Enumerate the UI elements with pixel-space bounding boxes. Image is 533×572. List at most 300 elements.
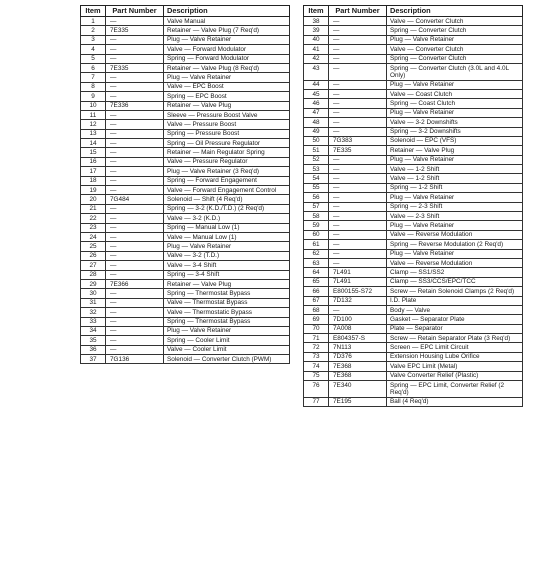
description-cell: Body — Valve — [387, 305, 523, 314]
part-number-cell: — — [106, 298, 164, 307]
table-row — [304, 54, 523, 63]
description-cell: Plug — Valve Retainer — [387, 80, 523, 89]
description-cell: Spring — 3-2 (K.D./T.D.) (2 Req'd) — [164, 204, 290, 213]
item-number-cell: 8 — [81, 82, 106, 91]
item-number-cell: 61 — [304, 240, 329, 249]
table-row — [304, 99, 523, 108]
description-cell: Spring — Forward Modulator — [164, 54, 290, 63]
table-row — [304, 118, 523, 127]
description-cell: Valve — Pressure Regulator — [164, 157, 290, 166]
part-number-cell: — — [329, 212, 387, 221]
part-number-cell: — — [329, 80, 387, 89]
table-row — [81, 204, 290, 213]
description-cell: Plug — Valve Retainer — [387, 35, 523, 44]
description-cell: Spring — 3-2 Downshifts — [387, 127, 523, 136]
item-number-cell: 2 — [81, 26, 106, 35]
part-number-cell: 7E368 — [329, 371, 387, 380]
part-number-cell: — — [329, 118, 387, 127]
description-cell: Retainer — Valve Plug — [164, 101, 290, 110]
part-number-cell: — — [106, 345, 164, 354]
table-row — [304, 80, 523, 89]
item-number-cell: 29 — [81, 279, 106, 288]
table-row — [304, 277, 523, 286]
description-cell: Spring — Oil Pressure Regulator — [164, 139, 290, 148]
description-cell: Valve — Forward Engagement Control — [164, 186, 290, 195]
part-number-cell: — — [329, 221, 387, 230]
description-cell: Spring — Converter Clutch (3.0L and 4.0L Only) — [387, 63, 523, 80]
item-number-cell: 3 — [81, 35, 106, 44]
part-number-cell: 7E368 — [329, 362, 387, 371]
part-number-cell: — — [106, 204, 164, 213]
item-number-cell: 58 — [304, 212, 329, 221]
item-number-cell: 48 — [304, 118, 329, 127]
description-cell: Valve Converter Relief (Plastic) — [387, 371, 523, 380]
item-header: Item — [304, 6, 329, 17]
table-row — [304, 202, 523, 211]
table-row — [304, 381, 523, 398]
table-row — [304, 287, 523, 296]
table-row — [81, 317, 290, 326]
item-number-cell: 76 — [304, 381, 329, 398]
description-header: Description — [387, 6, 523, 17]
table-row — [304, 193, 523, 202]
item-number-cell: 52 — [304, 155, 329, 164]
table-row — [81, 167, 290, 176]
description-cell: Valve — EPC Boost — [164, 82, 290, 91]
part-number-cell: E804357-S — [329, 334, 387, 343]
table-row — [304, 230, 523, 239]
part-number-cell: — — [329, 63, 387, 80]
table-row — [304, 26, 523, 35]
item-number-cell: 34 — [81, 326, 106, 335]
item-number-cell: 59 — [304, 221, 329, 230]
description-cell: Valve — Thermostatic Bypass — [164, 308, 290, 317]
description-cell: Valve — 3-4 Shift — [164, 261, 290, 270]
table-row — [81, 242, 290, 251]
description-cell: Solenoid — Shift (4 Req'd) — [164, 195, 290, 204]
table-row — [81, 35, 290, 44]
description-cell: Spring — Converter Clutch — [387, 26, 523, 35]
item-number-cell: 25 — [81, 242, 106, 251]
description-cell: Spring — EPC Limit, Converter Relief (2 Req'd) — [387, 381, 523, 398]
table-row — [304, 240, 523, 249]
part-number-cell: 7E195 — [329, 397, 387, 406]
part-number-cell: 7L491 — [329, 277, 387, 286]
description-cell: Spring — Converter Clutch — [387, 54, 523, 63]
item-number-cell: 68 — [304, 305, 329, 314]
description-cell: Spring — 2-3 Shift — [387, 202, 523, 211]
item-header: Item — [81, 6, 106, 17]
description-cell: Screw — Retain Separator Plate (3 Req'd) — [387, 334, 523, 343]
description-cell: Spring — EPC Boost — [164, 92, 290, 101]
description-cell: Valve — 3-2 (K.D.) — [164, 214, 290, 223]
item-number-cell: 65 — [304, 277, 329, 286]
description-cell: Spring — Thermostat Bypass — [164, 317, 290, 326]
part-number-header: Part Number — [106, 6, 164, 17]
item-number-cell: 56 — [304, 193, 329, 202]
item-number-cell: 73 — [304, 352, 329, 361]
description-cell: Retainer — Valve Plug (7 Req'd) — [164, 26, 290, 35]
item-number-cell: 64 — [304, 268, 329, 277]
part-number-cell: — — [106, 232, 164, 241]
item-number-cell: 74 — [304, 362, 329, 371]
description-cell: Spring — Forward Engagement — [164, 176, 290, 185]
description-cell: Plug — Valve Retainer — [387, 108, 523, 117]
item-number-cell: 51 — [304, 146, 329, 155]
description-cell: Plug — Valve Retainer — [164, 73, 290, 82]
table-row — [81, 326, 290, 335]
item-number-cell: 15 — [81, 148, 106, 157]
part-number-cell: — — [329, 165, 387, 174]
table-row — [81, 270, 290, 279]
table-row — [81, 92, 290, 101]
description-cell: Valve — 1-2 Shift — [387, 165, 523, 174]
description-cell: Retainer — Valve Plug — [387, 146, 523, 155]
description-cell: Valve — Manual Low (1) — [164, 232, 290, 241]
table-row — [81, 17, 290, 26]
part-number-cell: — — [106, 110, 164, 119]
part-number-cell: 7G484 — [106, 195, 164, 204]
table-row — [304, 212, 523, 221]
part-number-cell: 7D100 — [329, 315, 387, 324]
table-row — [304, 258, 523, 267]
part-number-cell: — — [106, 139, 164, 148]
description-cell: Valve — 2-3 Shift — [387, 212, 523, 221]
description-cell: Valve — Converter Clutch — [387, 45, 523, 54]
table-row — [304, 63, 523, 80]
part-number-cell: — — [106, 261, 164, 270]
description-cell: Plug — Valve Retainer — [164, 35, 290, 44]
table-row — [81, 261, 290, 270]
part-number-cell: — — [329, 54, 387, 63]
table-row — [81, 148, 290, 157]
table-row — [304, 221, 523, 230]
table-row — [81, 308, 290, 317]
table-row — [81, 101, 290, 110]
table-row — [81, 129, 290, 138]
item-number-cell: 60 — [304, 230, 329, 239]
part-number-cell: 7G136 — [106, 355, 164, 364]
item-number-cell: 41 — [304, 45, 329, 54]
part-number-cell: — — [329, 305, 387, 314]
item-number-cell: 36 — [81, 345, 106, 354]
part-number-cell: 7G383 — [329, 136, 387, 145]
table-row — [81, 54, 290, 63]
description-cell: Plate — Separator — [387, 324, 523, 333]
item-number-cell: 9 — [81, 92, 106, 101]
table-row — [304, 397, 523, 406]
item-number-cell: 21 — [81, 204, 106, 213]
description-cell: Valve — Coast Clutch — [387, 89, 523, 98]
part-number-cell: — — [106, 223, 164, 232]
table-row — [81, 186, 290, 195]
description-cell: I.D. Plate — [387, 296, 523, 305]
table-row — [304, 165, 523, 174]
item-number-cell: 17 — [81, 167, 106, 176]
item-number-cell: 23 — [81, 223, 106, 232]
description-cell: Gasket — Separator Plate — [387, 315, 523, 324]
part-number-cell: — — [329, 108, 387, 117]
table-row — [304, 315, 523, 324]
part-number-cell: — — [329, 26, 387, 35]
part-number-cell: — — [329, 193, 387, 202]
item-number-cell: 55 — [304, 183, 329, 192]
table-row — [81, 110, 290, 119]
description-cell: Clamp — SS3/CCS/EPC/TCC — [387, 277, 523, 286]
part-number-cell: 7E340 — [329, 381, 387, 398]
description-cell: Extension Housing Lube Orifice — [387, 352, 523, 361]
item-number-cell: 69 — [304, 315, 329, 324]
table-row — [304, 324, 523, 333]
part-number-cell: 7L491 — [329, 268, 387, 277]
table-row — [81, 223, 290, 232]
part-number-cell: — — [329, 17, 387, 26]
item-number-cell: 49 — [304, 127, 329, 136]
parts-table-right-body — [304, 17, 523, 407]
item-number-cell: 70 — [304, 324, 329, 333]
part-number-cell: E800155-S72 — [329, 287, 387, 296]
item-number-cell: 4 — [81, 45, 106, 54]
item-number-cell: 20 — [81, 195, 106, 204]
part-number-cell: 7D132 — [329, 296, 387, 305]
part-number-cell: — — [106, 120, 164, 129]
item-number-cell: 62 — [304, 249, 329, 258]
description-cell: Valve — Cooler Limit — [164, 345, 290, 354]
part-number-cell: — — [329, 35, 387, 44]
table-row — [304, 268, 523, 277]
table-row — [81, 289, 290, 298]
header-row — [81, 6, 290, 17]
item-number-cell: 57 — [304, 202, 329, 211]
part-number-cell: — — [106, 214, 164, 223]
table-row — [304, 155, 523, 164]
part-number-cell: — — [329, 258, 387, 267]
part-number-cell: — — [329, 202, 387, 211]
table-row — [81, 214, 290, 223]
part-number-cell: — — [106, 73, 164, 82]
item-number-cell: 16 — [81, 157, 106, 166]
item-number-cell: 13 — [81, 129, 106, 138]
table-row — [304, 371, 523, 380]
description-cell: Spring — 1-2 Shift — [387, 183, 523, 192]
part-number-cell: — — [106, 176, 164, 185]
item-number-cell: 45 — [304, 89, 329, 98]
part-number-cell: 7D376 — [329, 352, 387, 361]
description-cell: Valve — 3-2 Downshifts — [387, 118, 523, 127]
table-row — [304, 305, 523, 314]
part-number-cell: — — [106, 148, 164, 157]
item-number-cell: 63 — [304, 258, 329, 267]
part-number-cell: — — [106, 289, 164, 298]
part-number-cell: — — [106, 17, 164, 26]
item-number-cell: 71 — [304, 334, 329, 343]
table-row — [81, 336, 290, 345]
part-number-cell: — — [106, 35, 164, 44]
description-cell: Spring — Coast Clutch — [387, 99, 523, 108]
description-cell: Sleeve — Pressure Boost Valve — [164, 110, 290, 119]
description-header: Description — [164, 6, 290, 17]
description-cell: Spring — 3-4 Shift — [164, 270, 290, 279]
part-number-cell: — — [106, 82, 164, 91]
part-number-cell: — — [106, 45, 164, 54]
part-number-cell: — — [106, 129, 164, 138]
table-row — [81, 195, 290, 204]
item-number-cell: 6 — [81, 63, 106, 72]
item-number-cell: 46 — [304, 99, 329, 108]
description-cell: Retainer — Valve Plug (8 Req'd) — [164, 63, 290, 72]
item-number-cell: 42 — [304, 54, 329, 63]
description-cell: Spring — Pressure Boost — [164, 129, 290, 138]
table-row — [81, 232, 290, 241]
description-cell: Screw — Retain Solenoid Clamps (2 Req'd) — [387, 287, 523, 296]
table-row — [81, 45, 290, 54]
part-number-cell: — — [106, 54, 164, 63]
item-number-cell: 24 — [81, 232, 106, 241]
item-number-cell: 19 — [81, 186, 106, 195]
description-cell: Spring — Cooler Limit — [164, 336, 290, 345]
part-number-cell: 7E366 — [106, 279, 164, 288]
description-cell: Spring — Thermostat Bypass — [164, 289, 290, 298]
table-row — [304, 108, 523, 117]
table-row — [81, 279, 290, 288]
item-number-cell: 37 — [81, 355, 106, 364]
description-cell: Retainer — Main Regulator Spring — [164, 148, 290, 157]
table-row — [81, 139, 290, 148]
table-row — [304, 45, 523, 54]
description-cell: Valve EPC Limit (Metal) — [387, 362, 523, 371]
part-number-cell: — — [106, 270, 164, 279]
description-cell: Solenoid — Converter Clutch (PWM) — [164, 355, 290, 364]
part-number-header: Part Number — [329, 6, 387, 17]
table-row — [304, 127, 523, 136]
table-row — [81, 157, 290, 166]
item-number-cell: 50 — [304, 136, 329, 145]
description-cell: Ball (4 Req'd) — [387, 397, 523, 406]
item-number-cell: 72 — [304, 343, 329, 352]
table-row — [81, 63, 290, 72]
part-number-cell: — — [329, 155, 387, 164]
description-cell: Solenoid — EPC (VFS) — [387, 136, 523, 145]
item-number-cell: 53 — [304, 165, 329, 174]
item-number-cell: 32 — [81, 308, 106, 317]
table-row — [304, 174, 523, 183]
part-number-cell: 7N113 — [329, 343, 387, 352]
item-number-cell: 11 — [81, 110, 106, 119]
part-number-cell: — — [106, 336, 164, 345]
description-cell: Valve — Forward Modulator — [164, 45, 290, 54]
description-cell: Plug — Valve Retainer — [164, 326, 290, 335]
item-number-cell: 22 — [81, 214, 106, 223]
item-number-cell: 35 — [81, 336, 106, 345]
description-cell: Plug — Valve Retainer — [387, 193, 523, 202]
table-row — [304, 352, 523, 361]
part-number-cell: — — [329, 45, 387, 54]
item-number-cell: 66 — [304, 287, 329, 296]
item-number-cell: 7 — [81, 73, 106, 82]
table-row — [304, 89, 523, 98]
table-row — [304, 35, 523, 44]
item-number-cell: 40 — [304, 35, 329, 44]
part-number-cell: — — [106, 92, 164, 101]
item-number-cell: 18 — [81, 176, 106, 185]
part-number-cell: — — [329, 183, 387, 192]
part-number-cell: 7E336 — [106, 101, 164, 110]
description-cell: Screen — EPC Limit Circuit — [387, 343, 523, 352]
item-number-cell: 54 — [304, 174, 329, 183]
item-number-cell: 27 — [81, 261, 106, 270]
table-row — [304, 249, 523, 258]
description-cell: Valve — 1-2 Shift — [387, 174, 523, 183]
description-cell: Spring — Manual Low (1) — [164, 223, 290, 232]
item-number-cell: 75 — [304, 371, 329, 380]
description-cell: Retainer — Valve Plug — [164, 279, 290, 288]
table-row — [81, 355, 290, 364]
description-cell: Valve — Pressure Boost — [164, 120, 290, 129]
part-number-cell: — — [329, 99, 387, 108]
parts-table-right — [303, 5, 523, 407]
item-number-cell: 67 — [304, 296, 329, 305]
table-row — [81, 120, 290, 129]
part-number-cell: — — [329, 240, 387, 249]
description-cell: Clamp — SS1/SS2 — [387, 268, 523, 277]
part-number-cell: 7E335 — [106, 63, 164, 72]
table-row — [81, 298, 290, 307]
part-number-cell: — — [106, 242, 164, 251]
table-row — [304, 183, 523, 192]
table-row — [304, 146, 523, 155]
part-number-cell: — — [106, 317, 164, 326]
table-row — [304, 17, 523, 26]
description-cell: Valve — Reverse Modulation — [387, 230, 523, 239]
description-cell: Valve — 3-2 (T.D.) — [164, 251, 290, 260]
item-number-cell: 10 — [81, 101, 106, 110]
part-number-cell: 7A008 — [329, 324, 387, 333]
parts-table-left — [80, 5, 290, 364]
description-cell: Valve — Converter Clutch — [387, 17, 523, 26]
part-number-cell: — — [106, 167, 164, 176]
part-number-cell: — — [106, 308, 164, 317]
table-row — [304, 343, 523, 352]
description-cell: Plug — Valve Retainer — [387, 155, 523, 164]
item-number-cell: 44 — [304, 80, 329, 89]
description-cell: Plug — Valve Retainer — [164, 242, 290, 251]
description-cell: Plug — Valve Retainer — [387, 249, 523, 258]
description-cell: Plug — Valve Retainer (3 Req'd) — [164, 167, 290, 176]
table-row — [81, 345, 290, 354]
table-row — [81, 251, 290, 260]
item-number-cell: 38 — [304, 17, 329, 26]
item-number-cell: 12 — [81, 120, 106, 129]
table-row — [81, 176, 290, 185]
description-cell: Valve — Thermostat Bypass — [164, 298, 290, 307]
item-number-cell: 5 — [81, 54, 106, 63]
item-number-cell: 31 — [81, 298, 106, 307]
table-row — [81, 73, 290, 82]
header-row — [304, 6, 523, 17]
table-row — [304, 334, 523, 343]
part-number-cell: — — [106, 251, 164, 260]
part-number-cell: — — [106, 157, 164, 166]
item-number-cell: 33 — [81, 317, 106, 326]
item-number-cell: 26 — [81, 251, 106, 260]
table-row — [304, 136, 523, 145]
part-number-cell: — — [329, 127, 387, 136]
part-number-cell: — — [329, 249, 387, 258]
parts-table-left-body — [81, 17, 290, 364]
description-cell: Valve — Reverse Modulation — [387, 258, 523, 267]
part-number-cell: — — [329, 89, 387, 98]
item-number-cell: 47 — [304, 108, 329, 117]
